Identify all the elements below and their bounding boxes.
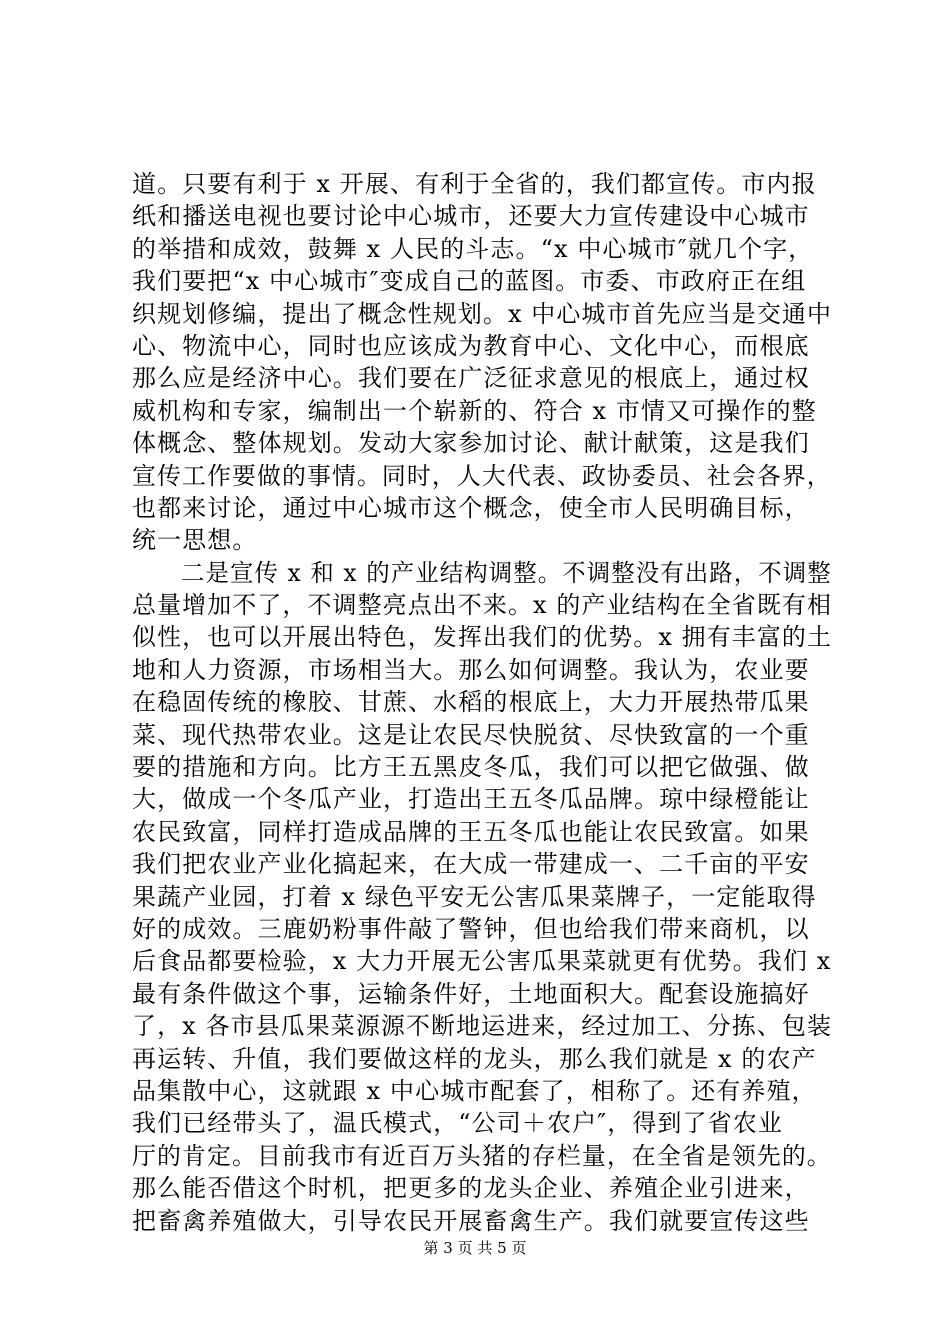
text-line: 那么能否借这个时机，把更多的龙头企业、养殖企业引进来， bbox=[132, 1174, 810, 1203]
text-line: 道。只要有利于 x 开展、有利于全省的，我们都宣传。市内报 bbox=[132, 170, 817, 198]
text-line: 农民致富，同样打造成品牌的王五冬瓜也能让农民致富。如果 bbox=[132, 817, 810, 846]
text-line: 宣传工作要做的事情。同时，人大代表、政协委员、社会各界， bbox=[132, 461, 832, 490]
text-line: 似性，也可以开展出特色，发挥出我们的优势。x 拥有丰富的土 bbox=[132, 623, 833, 652]
text-line: 心、物流中心，同时也应该成为教育中心、文化中心，而根底 bbox=[132, 331, 810, 360]
text-line: 纸和播送电视也要讨论中心城市，还要大力宣传建设中心城市 bbox=[132, 202, 810, 231]
text-line: 那么应是经济中心。我们要在广泛征求意见的根底上，通过权 bbox=[132, 364, 810, 393]
text-line: 地和人力资源，市场相当大。那么如何调整。我认为，农业要 bbox=[132, 655, 810, 684]
text-line: 品集散中心，这就跟 x 中心城市配套了，相称了。还有养殖， bbox=[132, 1076, 817, 1105]
text-line: 了，x 各市县瓜果菜源源不断地运进来，经过加工、分拣、包装 bbox=[132, 1012, 833, 1041]
text-line: 再运转、升值，我们要做这样的龙头，那么我们就是 x 的农产 bbox=[132, 1044, 817, 1073]
text-line: 把畜禽养殖做大，引导农民开展畜禽生产。我们就要宣传这些 bbox=[132, 1206, 810, 1235]
text-line: 在稳固传统的橡胶、甘蔗、水稻的根底上，大力开展热带瓜果 bbox=[132, 688, 810, 717]
text-line: 统一思想。 bbox=[132, 526, 258, 555]
text-line: 总量增加不了，不调整亮点出不来。x 的产业结构在全省既有相 bbox=[132, 591, 833, 620]
page-footer: 第 3 页 共 5 页 bbox=[423, 1239, 527, 1257]
text-line: 我们已经带头了，温氏模式，“公司＋农户″，得到了省农业 bbox=[132, 1109, 783, 1138]
text-line: 威机构和专家，编制出一个崭新的、符合 x 市情又可操作的整 bbox=[132, 396, 817, 425]
text-line: 大，做成一个冬瓜产业，打造出王五冬瓜品牌。琼中绿橙能让 bbox=[132, 785, 810, 814]
text-line: 厅的肯定。目前我市有近百万头猪的存栏量，在全省是领先的。 bbox=[132, 1141, 832, 1170]
text-line: 织规划修编，提出了概念性规划。x 中心城市首先应当是交通中 bbox=[132, 299, 833, 328]
text-line: 二是宣传 x 和 x 的产业结构调整。不调整没有出路，不调整 bbox=[132, 558, 832, 587]
body-text bbox=[132, 168, 832, 1237]
text-line: 菜、现代热带农业。这是让农民尽快脱贫、尽快致富的一个重 bbox=[132, 720, 810, 749]
text-line: 我们把农业产业化搞起来，在大成一带建成一、二千亩的平安 bbox=[132, 850, 810, 879]
text-line: 要的措施和方向。比方王五黑皮冬瓜，我们可以把它做强、做 bbox=[132, 753, 810, 782]
text-line: 的举措和成效，鼓舞 x 人民的斗志。“x 中心城市″就几个字， bbox=[132, 234, 814, 263]
text-line: 最有条件做这个事，运输条件好，土地面积大。配套设施搞好 bbox=[132, 979, 810, 1008]
text-line: 好的成效。三鹿奶粉事件敲了警钟，但也给我们带来商机，以 bbox=[132, 914, 810, 943]
text-line: 后食品都要检验，x 大力开展无公害瓜果菜就更有优势。我们 x bbox=[132, 947, 832, 976]
text-line: 果蔬产业园，打着 x 绿色平安无公害瓜果菜牌子，一定能取得 bbox=[132, 882, 817, 911]
text-line: 我们要把“x 中心城市″变成自己的蓝图。市委、市政府正在组 bbox=[132, 267, 807, 296]
text-line: 体概念、整体规划。发动大家参加讨论、献计献策，这是我们 bbox=[132, 429, 810, 458]
text-line: 也都来讨论，通过中心城市这个概念，使全市人民明确目标， bbox=[132, 493, 810, 522]
